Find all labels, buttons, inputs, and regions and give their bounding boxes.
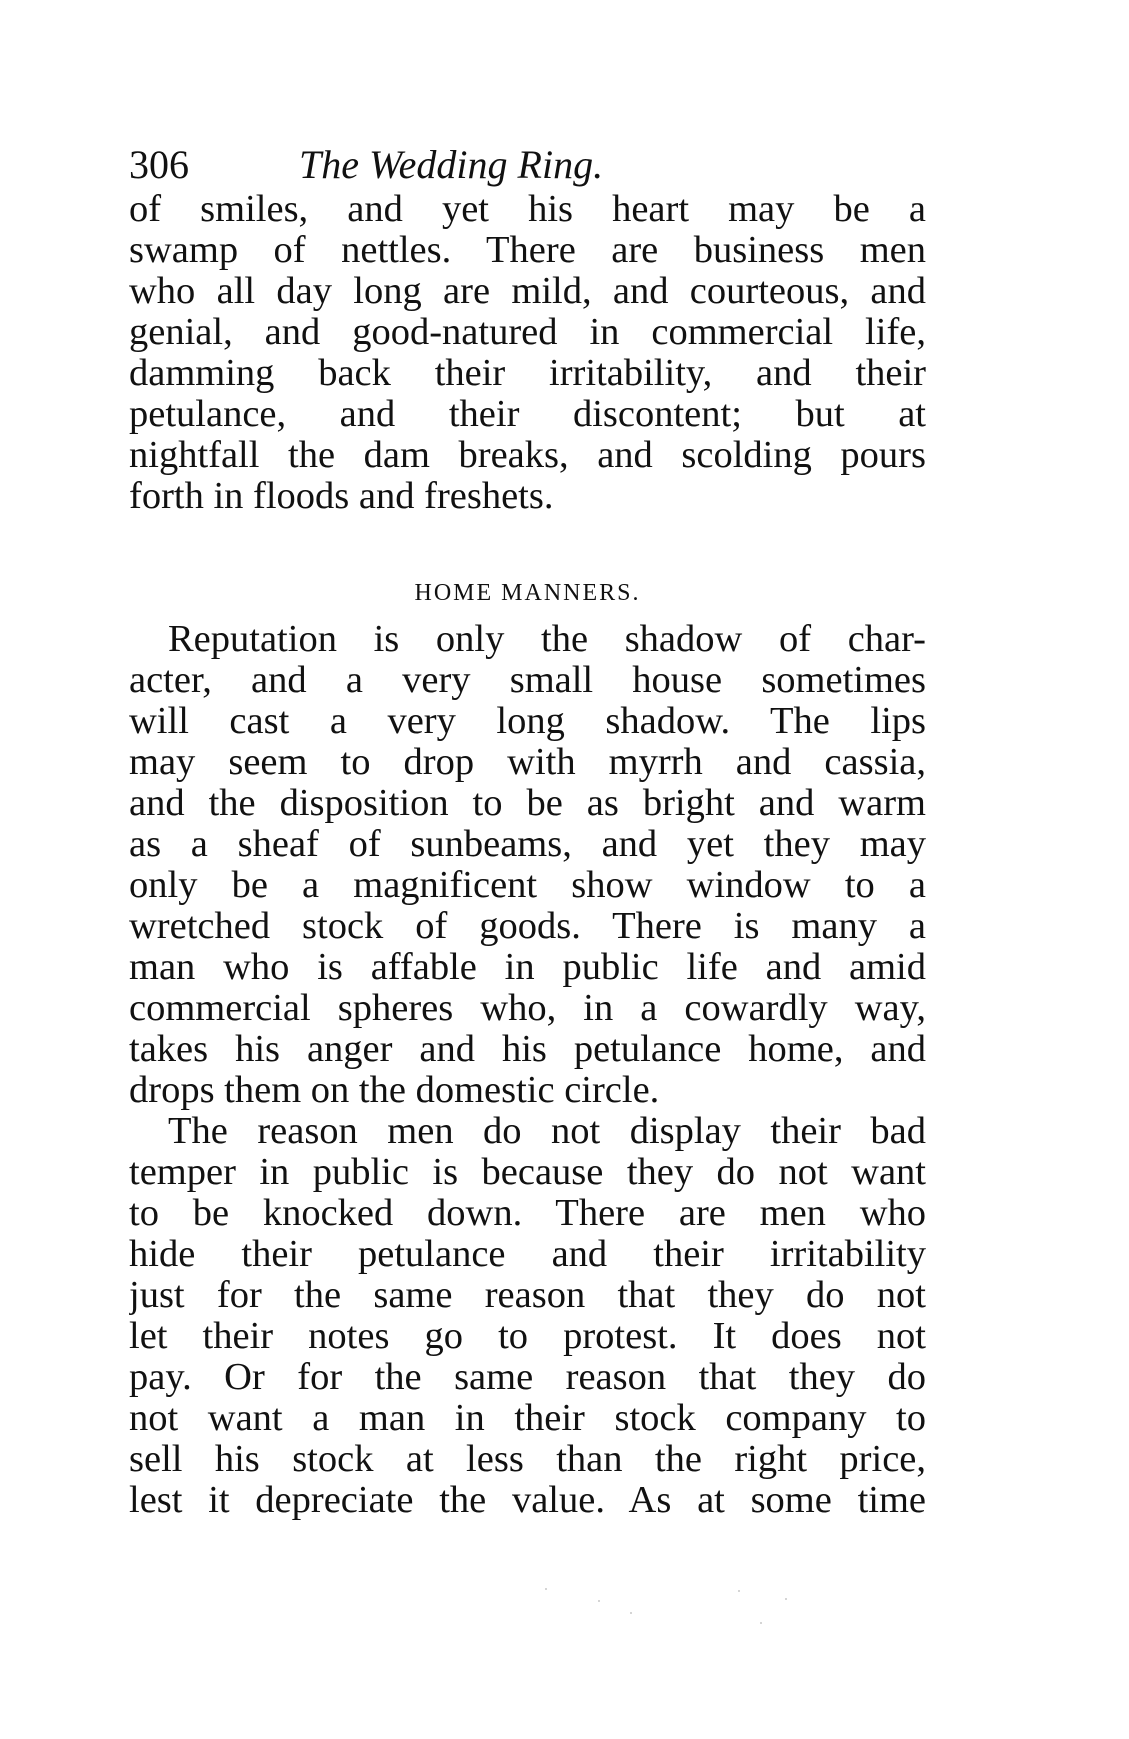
text-line: as a sheaf of sunbeams, and yet they may xyxy=(129,823,926,865)
text-line: forth in floods and freshets. xyxy=(129,475,554,517)
text-line: petulance, and their discontent; but at xyxy=(129,393,926,435)
section-heading: HOME MANNERS. xyxy=(414,580,641,606)
text-line: genial, and good-natured in commercial life, xyxy=(129,311,926,353)
text-line: let their notes go to protest. It does not xyxy=(129,1315,926,1357)
text-line: may seem to drop with myrrh and cassia, xyxy=(129,741,926,783)
scan-speck xyxy=(630,1612,632,1614)
text-line: acter, and a very small house sometimes xyxy=(129,659,926,701)
text-line: Reputation is only the shadow of char- xyxy=(168,618,926,660)
text-line: drops them on the domestic circle. xyxy=(129,1069,660,1111)
text-line: commercial spheres who, in a cowardly way, xyxy=(129,987,926,1029)
text-line: pay. Or for the same reason that they do xyxy=(129,1356,926,1398)
running-head xyxy=(129,140,929,190)
text-line: only be a magnificent show window to a xyxy=(129,864,926,906)
text-line: will cast a very long shadow. The lips xyxy=(129,700,926,742)
text-line: sell his stock at less than the right price, xyxy=(129,1438,926,1480)
text-line: wretched stock of goods. There is many a xyxy=(129,905,926,947)
text-line: to be knocked down. There are men who xyxy=(129,1192,926,1234)
book-title: The Wedding Ring. xyxy=(299,142,604,187)
page-number: 306 xyxy=(129,142,189,187)
scan-speck xyxy=(738,1590,740,1592)
text-line: who all day long are mild, and courteous, and xyxy=(129,270,926,312)
text-line: hide their petulance and their irritability xyxy=(129,1233,926,1275)
scan-speck xyxy=(760,1622,762,1624)
text-line: temper in public is because they do not want xyxy=(129,1151,926,1193)
text-line: swamp of nettles. There are business men xyxy=(129,229,926,271)
text-line: The reason men do not display their bad xyxy=(168,1110,926,1152)
text-line: man who is affable in public life and amid xyxy=(129,946,926,988)
text-line: damming back their irritability, and their xyxy=(129,352,926,394)
scan-speck xyxy=(598,1600,600,1602)
text-line: takes his anger and his petulance home, and xyxy=(129,1028,926,1070)
text-line: just for the same reason that they do not xyxy=(129,1274,926,1316)
text-line: lest it depreciate the value. As at some time xyxy=(129,1479,926,1521)
scan-speck xyxy=(545,1588,547,1590)
text-line: nightfall the dam breaks, and scolding pours xyxy=(129,434,926,476)
text-line: of smiles, and yet his heart may be a xyxy=(129,188,926,230)
text-line: not want a man in their stock company to xyxy=(129,1397,926,1439)
scan-speck xyxy=(785,1598,787,1600)
text-line: and the disposition to be as bright and warm xyxy=(129,782,926,824)
